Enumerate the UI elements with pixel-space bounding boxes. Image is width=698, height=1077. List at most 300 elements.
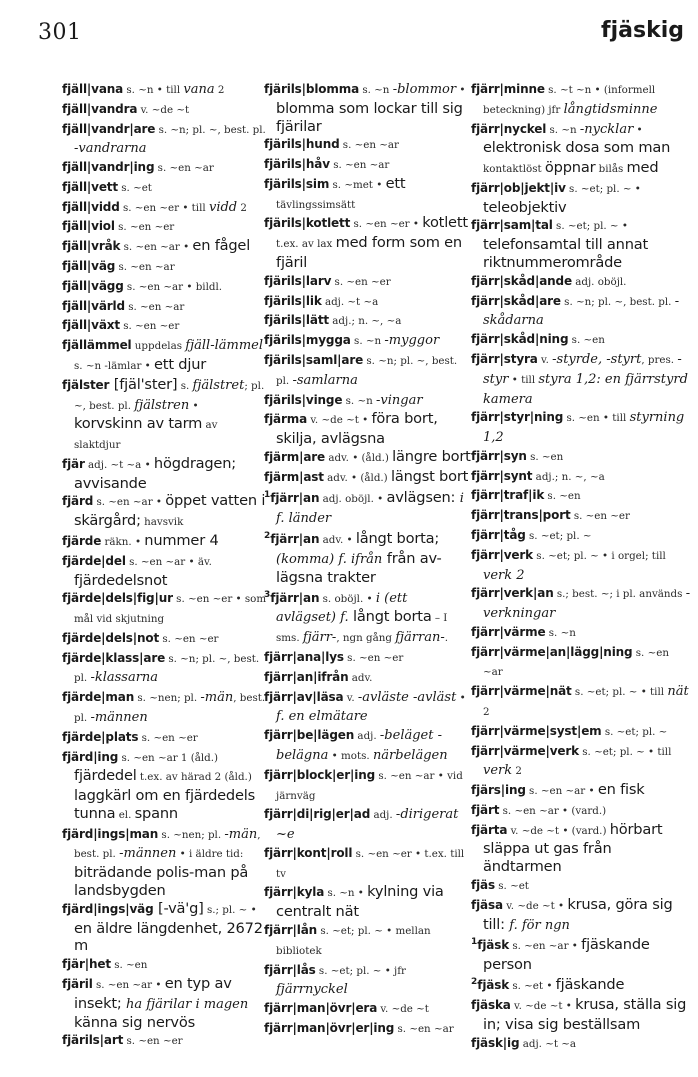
dictionary-entry <box>471 722 691 742</box>
grammar-note: bilås <box>595 163 627 176</box>
page-number: 301 <box>38 20 82 45</box>
dictionary-entry <box>471 896 691 935</box>
grammar-note: 2 <box>214 84 225 96</box>
definition: fjärdedel <box>74 767 137 785</box>
grammar-note: s. ~n <box>546 123 580 136</box>
dictionary-entry <box>62 336 267 376</box>
dictionary-entry <box>62 552 267 590</box>
dictionary-entry <box>264 351 471 391</box>
headword: fjäll|vägg <box>62 278 124 293</box>
example-italic: långtidsminne <box>563 101 658 117</box>
definition: föra bort, skilja, avlägsna <box>276 410 438 448</box>
column-left <box>62 80 267 1051</box>
grammar-note: s. ~et <box>494 880 529 893</box>
headword: fjäll|värld <box>62 298 125 313</box>
grammar-note: v. <box>537 353 553 366</box>
grammar-note: s.; best. ~; i pl. används <box>553 588 686 601</box>
definition: en fågel <box>192 237 251 255</box>
example-italic: -män <box>200 690 234 706</box>
example-italic: styrning 1,2 <box>483 410 685 446</box>
headword: fjäs <box>471 878 495 893</box>
definition: ett djur <box>154 355 207 373</box>
dictionary-entry <box>264 214 471 271</box>
headword: fjärr|kyla <box>264 885 325 900</box>
headword: fjäll|vandra <box>62 101 138 116</box>
homograph-number: 3 <box>264 589 271 600</box>
dictionary-entry <box>471 1034 691 1054</box>
headword: fjärr|sam|tal <box>471 218 553 233</box>
column-middle <box>264 80 471 1039</box>
grammar-note: s. ~en ~ar <box>124 300 185 313</box>
dictionary-entry <box>62 257 267 277</box>
headword: fjärde <box>62 533 102 548</box>
grammar-note: s. ~en <box>526 450 564 463</box>
definition: med <box>626 159 659 177</box>
headword: fjäll|vidd <box>62 199 120 214</box>
headword: fjärr|synt <box>471 468 533 483</box>
grammar-note: s. ~en ~ar • <box>92 978 165 991</box>
grammar-note: s. ~et; pl. ~ • till <box>578 745 672 758</box>
definition: nummer 4 <box>144 531 219 549</box>
dictionary-entry <box>62 277 267 297</box>
grammar-note: adv. <box>348 671 373 684</box>
headword: fjärr|di|rig|er|ad <box>264 807 371 822</box>
grammar-note: v. ~de ~t <box>377 1003 429 1016</box>
headword: fjärr|traf|ik <box>471 488 545 503</box>
definition: långt borta <box>348 608 432 626</box>
homograph-number: 1 <box>264 490 271 501</box>
definition: högdragen; avvisande <box>74 454 236 492</box>
grammar-note: s. ~et; pl. ~ • jfr <box>315 964 406 977</box>
grammar-note: t.ex. av lax <box>276 238 336 251</box>
dictionary-entry <box>62 955 267 975</box>
dictionary-entry <box>471 330 691 350</box>
dictionary-entry <box>471 801 691 821</box>
grammar-note: s. ~n; pl. ~, best. pl. <box>155 123 266 136</box>
example-italic: verk 2 <box>483 567 525 583</box>
definition: med form som en fjäril <box>276 234 462 272</box>
grammar-note: s. ~n <box>545 626 576 639</box>
dictionary-entry <box>62 217 267 237</box>
grammar-note: adj. ~t ~a <box>321 295 379 308</box>
headword: fjärd|ings|väg <box>62 901 154 916</box>
dictionary-entry <box>62 688 267 728</box>
grammar-note: v. ~de ~t • <box>502 899 568 912</box>
grammar-note: t.ex. av härad 2 (åld.) <box>136 771 252 784</box>
headword: fjärde|klass|are <box>62 650 166 665</box>
headword: fjälster <box>62 377 110 392</box>
dictionary-entry <box>471 934 691 974</box>
grammar-note: adj. oböjl. • <box>319 493 387 506</box>
definition: krusa, göra sig till: <box>483 895 673 933</box>
grammar-note: s. ~en ~ar • <box>93 496 166 509</box>
grammar-note: adj. ~t ~a • <box>84 458 154 471</box>
example-italic: fjäll-lämmel <box>185 338 264 354</box>
dictionary-entry <box>62 100 267 120</box>
headword: fjäsk <box>477 938 510 953</box>
dictionary-entry <box>471 682 691 722</box>
headword: fjärils|vinge <box>264 392 343 407</box>
grammar-note: s. ~en ~ar <box>329 159 390 172</box>
grammar-note: s. ~en ~er <box>119 320 180 333</box>
headword: fjärr|lås <box>264 962 316 977</box>
grammar-note: • <box>456 691 466 704</box>
grammar-note: adj. ~t ~a <box>519 1037 577 1050</box>
example-italic: fjärrnyckel <box>276 982 348 998</box>
grammar-note: s. <box>177 379 193 392</box>
dictionary-entry <box>264 805 471 844</box>
dictionary-entry <box>471 526 691 546</box>
grammar-note: , pres. <box>641 353 678 366</box>
grammar-note: adj. <box>370 809 396 822</box>
headword: fjärr|skåd|ande <box>471 273 572 288</box>
definition: långt borta; <box>355 530 440 548</box>
headword: fjärils|blomma <box>264 82 360 96</box>
grammar-note: s. oböjl. • <box>319 592 376 605</box>
grammar-note: , best. pl. <box>74 692 266 724</box>
headword: fjärt <box>471 802 500 817</box>
dictionary-entry <box>471 584 691 623</box>
headword: fjärr|styra <box>471 351 538 366</box>
headword: fjärils|art <box>62 1033 124 1048</box>
grammar-note: s. ~en ~er • t.ex. till tv <box>276 847 465 880</box>
grammar-note: adj.; n. ~, ~a <box>329 315 402 328</box>
dictionary-entry <box>471 179 691 217</box>
dictionary-entry <box>264 766 471 806</box>
grammar-note: . <box>444 632 449 645</box>
dictionary-entry <box>471 292 691 331</box>
headword: fjärde|man <box>62 690 135 705</box>
dictionary-entry <box>264 80 471 135</box>
dictionary-entry <box>62 198 267 218</box>
homograph-number: 2 <box>471 977 478 988</box>
dictionary-entry <box>264 135 471 155</box>
definition: kylning via centralt nät <box>276 883 444 921</box>
headword: fjärr|värme|verk <box>471 743 579 758</box>
dictionary-entry <box>62 376 267 455</box>
example-italic: -verkningar <box>483 586 691 622</box>
dictionary-entry <box>62 80 267 100</box>
dictionary-entry <box>471 467 691 487</box>
dictionary-entry <box>264 155 471 175</box>
grammar-note: • mots. <box>328 749 373 762</box>
grammar-note: uppdelas <box>131 340 186 353</box>
dictionary-entry <box>62 649 267 689</box>
definition: [-vä'g] <box>153 899 204 917</box>
grammar-note: tävlingssimsätt <box>276 198 356 211</box>
dictionary-entry <box>264 410 471 448</box>
dictionary-entry <box>264 961 471 1000</box>
headword: fjärr|värme <box>471 624 546 639</box>
dictionary-entry <box>471 80 691 120</box>
headword: fjärr|minne <box>471 82 545 96</box>
definition: telefonsamtal till annat riktnummerområde <box>483 236 649 272</box>
headword: fjällämmel <box>62 338 132 353</box>
grammar-note: s. ~en ~er <box>114 221 175 234</box>
homograph-number: 2 <box>264 531 271 542</box>
grammar-note: s. ~en ~er <box>331 275 391 288</box>
column-right <box>471 80 691 1053</box>
grammar-note: s. ~t ~n • (informell beteckning) jfr <box>483 84 656 116</box>
headword: fjärr|block|er|ing <box>264 767 376 782</box>
dictionary-entry <box>62 237 267 257</box>
grammar-note: s. ~n <box>359 84 393 96</box>
definition: kotlett <box>422 214 468 232</box>
grammar-note: • till <box>508 373 539 386</box>
example-italic: ha fjärilar i magen <box>126 996 249 1012</box>
grammar-note: adv. • (åld.) <box>325 451 393 464</box>
headword: fjärils|mygga <box>264 333 351 348</box>
example-italic: verk <box>483 763 513 779</box>
headword: fjäska <box>471 997 511 1012</box>
grammar-note: räkn. • <box>101 535 145 548</box>
example-italic: -nycklar <box>579 121 634 137</box>
grammar-note: s. ~en ~er <box>138 731 198 744</box>
grammar-note: • <box>456 84 466 96</box>
grammar-note: – I sms. <box>276 612 448 645</box>
headword: fjäll|väg <box>62 259 116 274</box>
grammar-note: s. ~nen; pl. <box>158 828 225 841</box>
grammar-note: ; pl. ~, best. pl. <box>74 379 265 412</box>
grammar-note: s. ~en ~er <box>123 1035 183 1048</box>
definition: längre bort <box>392 447 471 465</box>
headword: fjäll|växt <box>62 318 120 333</box>
headword: fjärm|are <box>264 449 326 464</box>
grammar-note: s. ~n • <box>324 887 368 900</box>
example-italic: -män <box>224 826 258 842</box>
grammar-note: , best. pl. <box>74 828 261 861</box>
dictionary-entry <box>471 447 691 467</box>
grammar-note: adj.; n. ~, ~a <box>532 470 605 483</box>
grammar-note: el. <box>115 808 135 821</box>
grammar-note: v. ~de ~t <box>137 103 190 116</box>
headword: fjäril <box>62 976 93 991</box>
headword: fjärr|värme|nät <box>471 684 572 699</box>
headword: fjärr|ob|jekt|iv <box>471 180 566 195</box>
dictionary-entry <box>62 532 267 552</box>
grammar-note: s. ~en ~ar • (vard.) <box>499 804 607 817</box>
definition: [fjäl'ster] <box>109 375 178 393</box>
dictionary-entry <box>62 1031 267 1051</box>
headword: fjärr|tåg <box>471 527 526 542</box>
grammar-note: s. ~nen; pl. <box>134 692 201 705</box>
example-italic: närbelägen <box>372 747 448 763</box>
grammar-note: s. ~en ~ar <box>115 261 175 274</box>
grammar-note: s. ~et; pl. ~ • mellan bibliotek <box>276 924 431 957</box>
headword: fjärr|skåd|ning <box>471 332 569 347</box>
definition: en fisk <box>597 781 645 799</box>
headword: fjäsa <box>471 897 503 912</box>
headword: fjärta <box>471 822 508 837</box>
grammar-note: v. ~de ~t • (vard.) <box>507 824 610 837</box>
grammar-note: 2 <box>512 765 522 778</box>
dictionary-entry <box>471 781 691 801</box>
dictionary-entry <box>471 272 691 292</box>
example-italic: fjälstret <box>192 377 245 393</box>
dictionary-entry <box>62 158 267 178</box>
grammar-note: adj. oböjl. <box>571 275 627 288</box>
dictionary-entry <box>471 546 691 585</box>
dictionary-entry <box>264 331 471 351</box>
grammar-note: s. ~en • till <box>563 412 630 425</box>
grammar-note: adv. • (åld.) <box>323 471 391 484</box>
dictionary-entry <box>62 455 267 493</box>
example-italic: -männen <box>90 710 148 725</box>
definition: biträdande polis-man på landsbygden <box>74 864 249 900</box>
headword: fjär|het <box>62 957 111 972</box>
grammar-note: adj. <box>354 730 380 743</box>
headword: fjärde|dels|fig|ur <box>62 591 173 606</box>
example-italic: vidd <box>208 199 238 215</box>
dictionary-entry <box>264 1019 471 1039</box>
dictionary-entry <box>62 316 267 336</box>
dictionary-entry <box>264 999 471 1019</box>
dictionary-entry <box>471 506 691 526</box>
headword: fjärr|be|lägen <box>264 728 355 743</box>
dictionary-entry <box>62 589 267 629</box>
grammar-note: s. ~en <box>110 959 148 972</box>
example-italic: -vandrarna <box>74 141 147 157</box>
grammar-note: s. ~en ~ar • vid järnväg <box>276 769 463 802</box>
grammar-note: s. ~en ~er • <box>350 218 423 231</box>
dictionary-entry <box>264 487 471 528</box>
grammar-note: • i äldre tid: <box>176 848 244 861</box>
grammar-note: s. ~et <box>117 181 152 194</box>
headword: fjär <box>62 456 85 471</box>
headword: fjärr|trans|port <box>471 508 571 523</box>
grammar-note: s. ~et; pl. ~ • i orgel; till <box>533 549 666 562</box>
grammar-note: s. ~en ~ar • <box>509 940 582 953</box>
grammar-note: s. ~en ~ar • äv. <box>125 555 212 568</box>
dictionary-entry <box>264 726 471 766</box>
headword: fjärr|verk|an <box>471 586 554 601</box>
headword: fjärils|larv <box>264 273 332 288</box>
grammar-note: s. ~et; pl. ~ <box>525 529 592 542</box>
grammar-note: s. ~en <box>544 490 581 503</box>
headword: fjärr|av|läsa <box>264 689 344 704</box>
grammar-note: , ngn gång <box>336 632 396 645</box>
grammar-note: • <box>633 123 643 136</box>
headword: fjäll|vandr|are <box>62 121 156 136</box>
example-italic: fjärr- <box>302 630 337 646</box>
definition: längst bort <box>390 467 469 485</box>
definition: laggkärl om en fjärdedels tunna <box>74 787 256 822</box>
definition: från av-lägsna trakter <box>276 550 442 586</box>
dictionary-entry <box>62 492 267 532</box>
headword: fjärde|del <box>62 553 126 568</box>
grammar-note: s. ~et; pl. ~ <box>601 725 668 738</box>
headword: fjäsk <box>477 978 510 993</box>
headword: fjärils|sim <box>264 176 330 191</box>
definition: teleobjektiv <box>483 198 567 216</box>
headword: fjärma <box>264 412 308 427</box>
grammar-note: s. ~en <box>568 334 605 347</box>
headword: fjärils|saml|are <box>264 352 364 367</box>
example-italic: -vingar <box>376 392 423 408</box>
grammar-note: v. <box>343 691 358 704</box>
dictionary-entry <box>471 623 691 643</box>
grammar-note: s. ~en ~ar 1 (åld.) <box>118 751 219 764</box>
dictionary-entry <box>264 587 471 648</box>
definition: ett <box>385 174 406 192</box>
dictionary-entry <box>62 297 267 317</box>
definition: fjäskande person <box>483 936 650 974</box>
definition: en typ av insekt; <box>74 974 232 1012</box>
headword: fjärr|ana|lys <box>264 650 344 665</box>
dictionary-entry <box>471 643 691 683</box>
grammar-note: • <box>189 399 199 412</box>
dictionary-entry <box>264 391 471 411</box>
example-italic: -blommor <box>392 82 457 97</box>
dictionary-entry <box>471 120 691 179</box>
grammar-note: s. ~met • <box>329 178 386 191</box>
example-italic: -avläste -avläst <box>357 689 457 705</box>
grammar-note: s. ~n; pl. ~, best. pl. <box>276 354 458 387</box>
example-italic: -dirigerat ~e <box>276 807 459 843</box>
dictionary-entry <box>264 448 471 468</box>
grammar-note: s. ~en ~ar <box>154 162 214 175</box>
example-italic: i f. länder <box>276 491 464 527</box>
example-italic: -samlarna <box>292 372 358 388</box>
example-italic: nät <box>667 684 689 700</box>
definition: blomma som lockar till sig fjärilar <box>276 99 463 135</box>
definition: krusa, ställa sig in; visa sig beställsam <box>483 995 687 1033</box>
example-italic: -styr <box>483 351 682 387</box>
dictionary-entry <box>264 883 471 921</box>
headword: fjäsk|ig <box>471 1035 520 1050</box>
grammar-note: s. ~n; pl. ~, best. pl. <box>560 295 675 308</box>
grammar-note: v. ~de ~t • <box>307 414 372 427</box>
grammar-note: s. ~et; pl. ~ • <box>552 220 628 233</box>
dictionary-entry <box>471 216 691 271</box>
example-italic: fjärran- <box>395 630 445 646</box>
example-italic: (komma) f. ifrån <box>276 552 383 567</box>
example-italic: i (ett avlägset) f. <box>276 590 408 626</box>
headword: fjärr|man|övr|era <box>264 1001 378 1016</box>
grammar-note: s. ~et; pl. ~ • till <box>571 686 668 699</box>
running-head: fjäskig <box>601 18 684 43</box>
headword: fjärd|ings|man <box>62 826 159 841</box>
grammar-note: s. ~en ~ar <box>483 646 669 679</box>
headword: fjärr|an|ifrån <box>264 669 349 684</box>
example-italic: -männen <box>119 846 177 862</box>
headword: fjärr|kont|roll <box>264 845 353 860</box>
headword: fjärd|ing <box>62 749 119 764</box>
dictionary-entry <box>62 748 267 825</box>
dictionary-entry <box>264 528 471 586</box>
dictionary-entry <box>471 876 691 896</box>
example-italic: vana <box>183 82 215 97</box>
headword: fjärd <box>62 494 94 509</box>
example-italic: -klassarna <box>90 670 159 686</box>
example-italic: styra 1,2: en fjärrstyrd kamera <box>483 371 688 407</box>
dictionary-entry <box>264 468 471 488</box>
definition: känna sig nervös <box>74 1013 195 1031</box>
example-italic: -styrde, -styrt <box>552 351 642 367</box>
grammar-note: s. ~en ~ar • bildl. <box>123 280 223 293</box>
grammar-note: adv. • <box>319 534 356 547</box>
definition: korvskinn av tarm <box>74 415 203 433</box>
headword: fjäll|viol <box>62 219 115 234</box>
headword: fjärr|nyckel <box>471 121 547 136</box>
dictionary-entry <box>264 921 471 961</box>
headword: fjärr|värme|an|lägg|ning <box>471 644 633 659</box>
dictionary-entry <box>62 825 267 900</box>
headword: fjärr|värme|syst|em <box>471 723 602 738</box>
grammar-note: s. ~en ~ar <box>339 139 399 152</box>
example-italic: -skådarna <box>483 293 680 329</box>
grammar-note: s. ~n <box>350 335 385 348</box>
